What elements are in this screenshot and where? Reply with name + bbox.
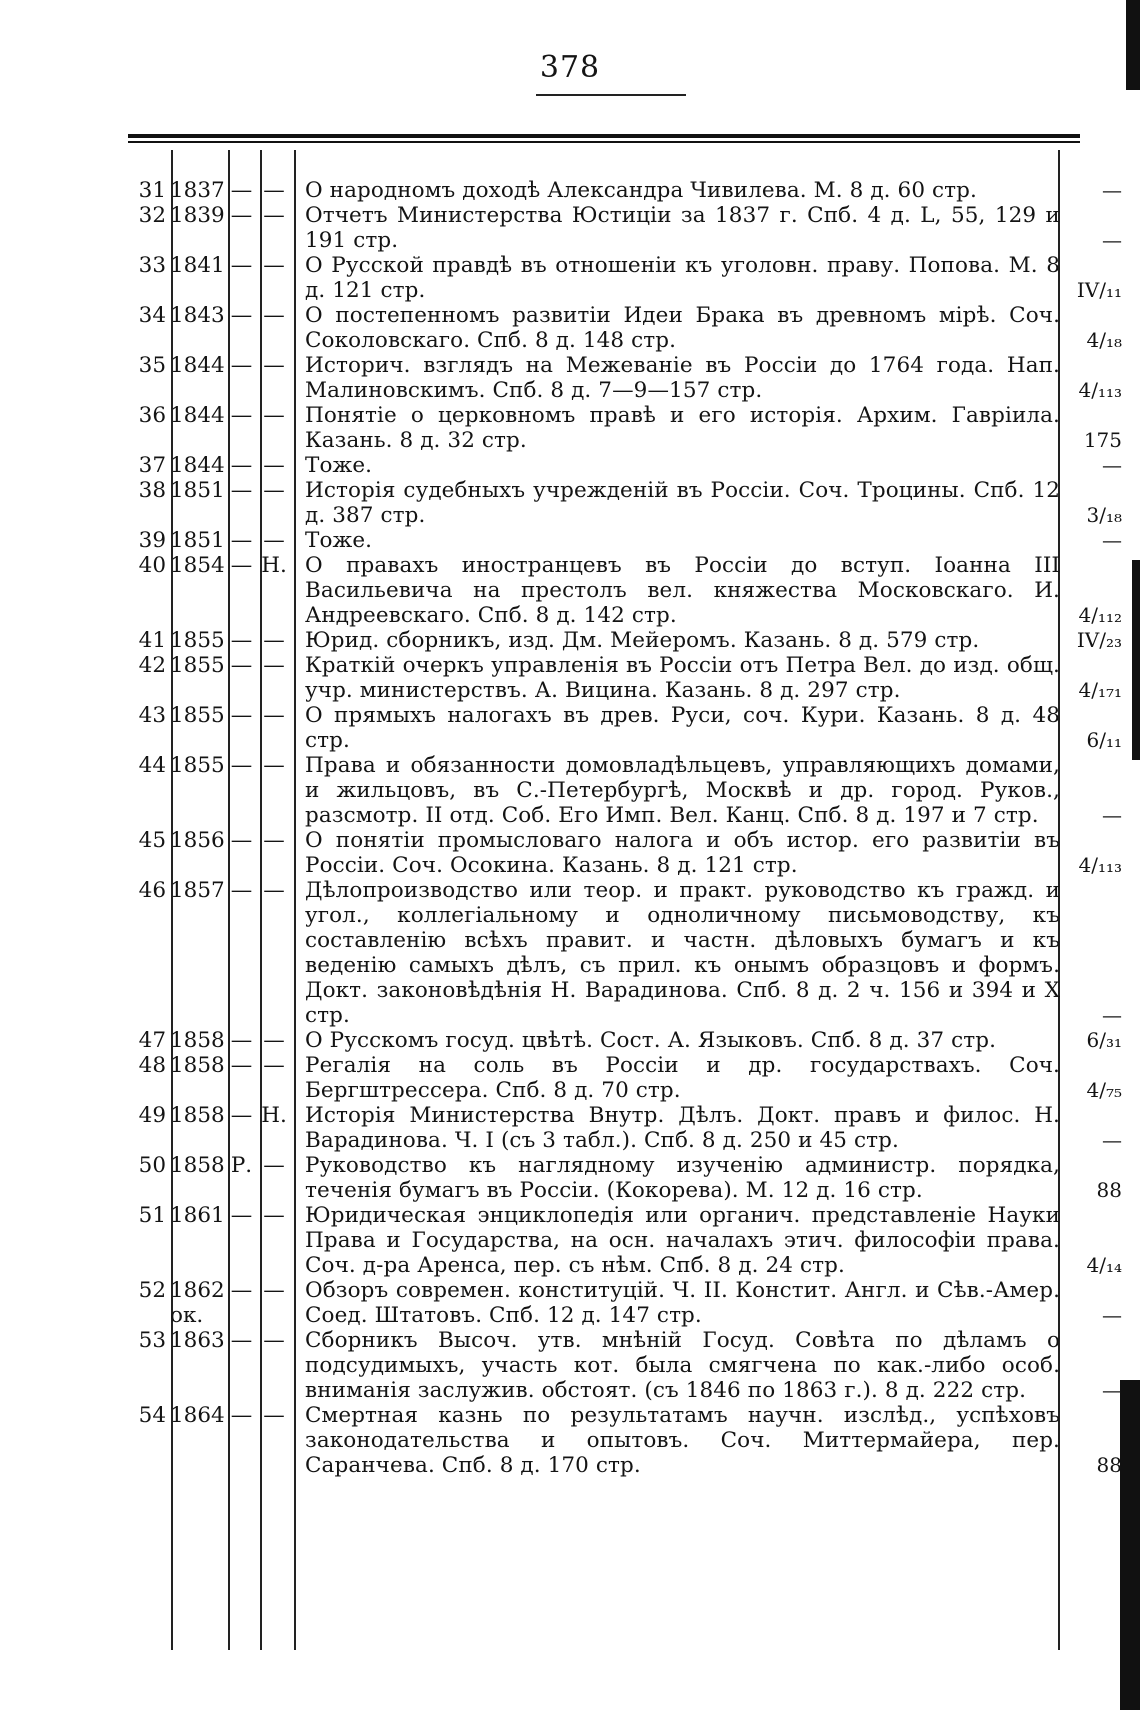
entry-year: 1863 [170, 1328, 225, 1353]
entry-description: О понятіи промысловаго налога и объ истор. его развитіи въ Россіи. Соч. Осокина. Казань. 8 д. 121 стр. [305, 828, 1060, 878]
entry-mark-1: — [230, 828, 253, 853]
entry-mark-2: — [263, 1403, 285, 1428]
entry-mark-1: — [230, 178, 253, 203]
entry-description: О Русской правдѣ въ отношеніи къ уголовн. праву. Попова. М. 8 д. 121 стр. [305, 253, 1060, 303]
entry-reference-text: 4/₁₁₃ [1078, 853, 1122, 877]
entry-description: Юрид. сборникъ, изд. Дм. Мейеромъ. Казань. 8 д. 579 стр. [305, 628, 980, 653]
entry-reference [1060, 528, 1122, 553]
entry-reference [1060, 353, 1122, 403]
entry-number: 42 [138, 653, 166, 678]
entry-year: 1858 [170, 1028, 225, 1053]
entry-reference-text: — [1102, 178, 1122, 202]
entry-mark-2: — [263, 353, 285, 378]
entry-reference-text: — [1102, 1003, 1122, 1027]
entry-mark-1: — [230, 1328, 253, 1353]
entry-reference-text: IV/₁₁ [1076, 278, 1122, 302]
entry-reference-text: 88 [1096, 1453, 1122, 1477]
entry-description: Права и обязанности домовладѣльцевъ, управляющихъ домами, и жильцовъ, въ С.-Петербургѣ, Москвѣ и др. город. Руков., разсмотр. II отд. Соб. Его Имп. Вел. Канц. Спб. 8 д. 197 и 7 стр. [305, 753, 1060, 828]
catalog-entry [130, 253, 1130, 303]
entry-reference-text: 4/₁₈ [1086, 328, 1122, 352]
entry-year: 1851 [170, 528, 225, 553]
entry-mark-2: — [263, 403, 285, 428]
entry-mark-2: — [263, 653, 285, 678]
catalog-entry [130, 178, 1130, 203]
entry-mark-1: — [230, 1203, 253, 1228]
entry-mark-1: — [230, 353, 253, 378]
entry-reference-text: 4/₁₁₂ [1078, 603, 1122, 627]
entry-number: 54 [138, 1403, 166, 1428]
entry-reference-text: 6/₃₁ [1086, 1028, 1122, 1052]
entry-year: 1855 [170, 753, 225, 778]
entry-reference-text: 4/₇₅ [1086, 1078, 1122, 1102]
entry-reference [1060, 1153, 1122, 1203]
entry-number: 36 [138, 403, 166, 428]
entry-mark-2: — [263, 628, 285, 653]
entry-mark-1: — [230, 253, 253, 278]
entry-year: 1843 [170, 303, 225, 328]
entry-year: 1855 [170, 628, 225, 653]
entry-mark-1: — [230, 703, 253, 728]
entry-description: Обзоръ современ. конституцій. Ч. II. Констит. Англ. и Сѣв.-Амер. Соед. Штатовъ. Спб. 12 д. 147 стр. [305, 1278, 1060, 1328]
entry-mark-2: — [263, 878, 285, 903]
entry-reference [1060, 203, 1122, 253]
entry-reference-text: 6/₁₁ [1086, 728, 1122, 752]
entry-reference-text: — [1102, 453, 1122, 477]
entry-reference-text: — [1102, 1303, 1122, 1327]
entry-mark-2: — [263, 1053, 285, 1078]
entry-year: 1844 [170, 453, 225, 478]
catalog-entry [130, 1403, 1130, 1478]
catalog-entry [130, 528, 1130, 553]
entry-mark-1: — [230, 1103, 253, 1128]
catalog-entry [130, 353, 1130, 403]
entry-number: 34 [138, 303, 166, 328]
entry-reference [1060, 1328, 1122, 1403]
entry-number: 44 [138, 753, 166, 778]
catalog-entry [130, 203, 1130, 253]
entry-year: 1844 [170, 403, 225, 428]
catalog-entry [130, 653, 1130, 703]
entry-description: О прямыхъ налогахъ въ древ. Руси, соч. Кури. Казань. 8 д. 48 стр. [305, 703, 1060, 753]
entry-year: 1864 [170, 1403, 225, 1428]
entry-reference [1060, 178, 1122, 203]
entry-reference-text: 3/₁₈ [1086, 503, 1122, 527]
entry-reference [1060, 403, 1122, 453]
entry-mark-2: — [263, 528, 285, 553]
entry-mark-1: — [230, 1403, 253, 1428]
entry-description: Исторія Министерства Внутр. Дѣлъ. Докт. правъ и филос. Н. Варадинова. Ч. I (съ 3 табл.). Спб. 8 д. 250 и 45 стр. [305, 1103, 1060, 1153]
entry-mark-1: Р. [230, 1153, 253, 1178]
entry-reference-text: — [1102, 1378, 1122, 1402]
catalog-entry [130, 403, 1130, 453]
entry-year: 1855 [170, 653, 225, 678]
entry-reference [1060, 1278, 1122, 1328]
entry-description: Понятіе о церковномъ правѣ и его исторія. Архим. Гавріила. Казань. 8 д. 32 стр. [305, 403, 1060, 453]
entry-reference-text: 4/₁₄ [1086, 1253, 1122, 1277]
entry-number: 53 [138, 1328, 166, 1353]
entry-number: 52 [138, 1278, 166, 1303]
catalog-entry [130, 1203, 1130, 1278]
scan-edge-shadow [1126, 0, 1140, 90]
entry-number: 40 [138, 553, 166, 578]
entry-reference [1060, 553, 1122, 628]
entry-description: О постепенномъ развитіи Идеи Брака въ древномъ мірѣ. Соч. Соколовскаго. Спб. 8 д. 148 стр. [305, 303, 1060, 353]
entry-number: 38 [138, 478, 166, 503]
scan-edge-shadow [1132, 560, 1140, 760]
entry-mark-1: — [230, 478, 253, 503]
entry-description: О Русскомъ госуд. цвѣтѣ. Сост. А. Языковъ. Спб. 8 д. 37 стр. [305, 1028, 997, 1053]
entry-mark-1: — [230, 303, 253, 328]
entry-description: Тоже. [305, 453, 373, 478]
entry-number: 45 [138, 828, 166, 853]
entry-number: 48 [138, 1053, 166, 1078]
entry-year: 1861 [170, 1203, 225, 1228]
entry-mark-2: — [263, 753, 285, 778]
entry-reference [1060, 478, 1122, 528]
entry-year: 1844 [170, 353, 225, 378]
entry-number: 39 [138, 528, 166, 553]
entry-mark-2: — [263, 203, 285, 228]
entry-year: 1837 [170, 178, 225, 203]
entry-number: 46 [138, 878, 166, 903]
catalog-entry [130, 753, 1130, 828]
entry-mark-2: — [263, 828, 285, 853]
entry-year: 1856 [170, 828, 225, 853]
entry-mark-1: — [230, 878, 253, 903]
catalog-entry [130, 878, 1130, 1028]
entry-mark-2: — [263, 1153, 285, 1178]
entry-mark-1: — [230, 628, 253, 653]
entry-number: 37 [138, 453, 166, 478]
entry-year: 1858 [170, 1103, 225, 1128]
catalog-entry [130, 478, 1130, 528]
entry-mark-1: — [230, 528, 253, 553]
entry-reference-text: 175 [1083, 428, 1122, 452]
catalog-entry [130, 628, 1130, 653]
entry-mark-1: — [230, 1053, 253, 1078]
entry-mark-2: — [263, 253, 285, 278]
entry-reference-text: — [1102, 1128, 1122, 1152]
catalog-entry [130, 1328, 1130, 1403]
entry-reference [1060, 878, 1122, 1028]
entry-reference-text: 4/₁₁₃ [1078, 378, 1122, 402]
header-rule-thick [128, 134, 1080, 138]
entry-number: 32 [138, 203, 166, 228]
entry-reference-text: IV/₂₃ [1076, 628, 1122, 652]
entry-mark-2: — [263, 1278, 285, 1303]
entry-mark-2: — [263, 1203, 285, 1228]
catalog-entry [130, 703, 1130, 753]
entry-description: Дѣлопроизводство или теор. и практ. руководство къ гражд. и угол., коллегіальному и одноличному письмоводству, къ составленію всѣхъ правит. и частн. дѣловыхъ бумагъ и къ веденію самыхъ дѣлъ, съ прил. къ онымъ образцовъ и формъ. Докт. законовѣдѣнія Н. Варадинова. Спб. 8 д. 2 ч. 156 и 394 и X стр. [305, 878, 1060, 1028]
entry-number: 31 [138, 178, 166, 203]
entry-description: Сборникъ Высоч. утв. мнѣній Госуд. Совѣта по дѣламъ о подсудимыхъ, участь кот. была смягчена по как.-либо особ. вниманія заслужив. обстоят. (съ 1846 по 1863 г.). 8 д. 222 стр. [305, 1328, 1060, 1403]
entry-mark-2: — [263, 453, 285, 478]
entry-description: О правахъ иностранцевъ въ Россіи до вступ. Іоанна III Васильевича на престолъ вел. княжества Московскаго. И. Андреевскаго. Спб. 8 д. 142 стр. [305, 553, 1060, 628]
entry-number: 35 [138, 353, 166, 378]
entry-reference [1060, 828, 1122, 878]
entry-reference [1060, 253, 1122, 303]
entry-description: Краткій очеркъ управленія въ Россіи отъ Петра Вел. до изд. общ. учр. министерствъ. А. Вицина. Казань. 8 д. 297 стр. [305, 653, 1060, 703]
entry-year: 1839 [170, 203, 225, 228]
entry-mark-1: — [230, 553, 253, 578]
catalog-entry [130, 453, 1130, 478]
entry-reference-text: — [1102, 228, 1122, 252]
entry-description: Отчетъ Министерства Юстиціи за 1837 г. Спб. 4 д. L, 55, 129 и 191 стр. [305, 203, 1060, 253]
entry-reference-text: 88 [1096, 1178, 1122, 1202]
entry-reference [1060, 1103, 1122, 1153]
catalog-entry [130, 1028, 1130, 1053]
entry-number: 43 [138, 703, 166, 728]
entry-mark-2: — [263, 1328, 285, 1353]
entry-reference [1060, 453, 1122, 478]
entry-description: Юридическая энциклопедія или органич. представленіе Науки Права и Государства, на осн. началахъ этич. философіи права. Соч. д-ра Аренса, пер. съ нѣм. Спб. 8 д. 24 стр. [305, 1203, 1060, 1278]
entry-mark-1: — [230, 453, 253, 478]
catalog-entry [130, 1103, 1130, 1153]
entry-reference [1060, 653, 1122, 703]
catalog-table [130, 178, 1130, 1478]
entry-mark-2: Н. [261, 1103, 287, 1128]
catalog-entry [130, 303, 1130, 353]
catalog-entry [130, 1153, 1130, 1203]
entry-reference [1060, 1053, 1122, 1103]
entry-reference-text: — [1102, 528, 1122, 552]
entry-description: Регалія на соль въ Россіи и др. государствахъ. Соч. Бергштрессера. Спб. 8 д. 70 стр. [305, 1053, 1060, 1103]
entry-reference-text: 4/₁₇₁ [1078, 678, 1122, 702]
header-rule-thin [128, 141, 1080, 143]
entry-year: 1851 [170, 478, 225, 503]
entry-reference [1060, 1028, 1122, 1053]
entry-year: 1841 [170, 253, 225, 278]
entry-description: Руководство къ наглядному изученію администр. порядка, теченія бумагъ въ Россіи. (Кокорева). М. 12 д. 16 стр. [305, 1153, 1060, 1203]
entry-reference [1060, 1403, 1122, 1478]
page-number: 378 [539, 50, 601, 85]
entry-reference [1060, 628, 1122, 653]
entry-mark-2: — [263, 303, 285, 328]
entry-year: 1855 [170, 703, 225, 728]
entry-number: 49 [138, 1103, 166, 1128]
entry-description: О народномъ доходѣ Александра Чивилева. М. 8 д. 60 стр. [305, 178, 977, 203]
entry-reference [1060, 1203, 1122, 1278]
page-number-underline [536, 94, 686, 96]
entry-year: 1857 [170, 878, 225, 903]
entry-description: Исторія судебныхъ учрежденій въ Россіи. Соч. Троцины. Спб. 12 д. 387 стр. [305, 478, 1060, 528]
entry-mark-1: — [230, 203, 253, 228]
entry-year: 1858 [170, 1153, 225, 1178]
catalog-entry [130, 828, 1130, 878]
catalog-entry [130, 1053, 1130, 1103]
entry-mark-1: — [230, 1278, 253, 1303]
entry-reference [1060, 753, 1122, 828]
entry-description: Смертная казнь по результатамъ научн. изслѣд., успѣховъ законодательства и опытовъ. Соч. Миттермайера, пер. Саранчева. Спб. 8 д. 170 стр. [305, 1403, 1060, 1478]
catalog-entry [130, 1278, 1130, 1328]
entry-mark-2: Н. [261, 553, 287, 578]
entry-number: 33 [138, 253, 166, 278]
entry-year: 1854 [170, 553, 225, 578]
entry-reference [1060, 703, 1122, 753]
catalog-entry [130, 553, 1130, 628]
entry-mark-2: — [263, 1028, 285, 1053]
entry-reference-text: — [1102, 803, 1122, 827]
entry-number: 47 [138, 1028, 166, 1053]
entry-year: 1862 ок. [170, 1278, 225, 1328]
entry-description: Тоже. [305, 528, 373, 553]
entry-number: 51 [138, 1203, 166, 1228]
entry-mark-2: — [263, 703, 285, 728]
entry-number: 50 [138, 1153, 166, 1178]
entry-description: Историч. взглядъ на Межеваніе въ Россіи до 1764 года. Нап. Малиновскимъ. Спб. 8 д. 7—9—157 стр. [305, 353, 1060, 403]
entry-mark-1: — [230, 753, 253, 778]
entry-number: 41 [138, 628, 166, 653]
entry-year: 1858 [170, 1053, 225, 1078]
entry-mark-1: — [230, 403, 253, 428]
entry-mark-1: — [230, 653, 253, 678]
entry-reference [1060, 303, 1122, 353]
entry-mark-2: — [263, 178, 285, 203]
entry-mark-1: — [230, 1028, 253, 1053]
entry-mark-2: — [263, 478, 285, 503]
